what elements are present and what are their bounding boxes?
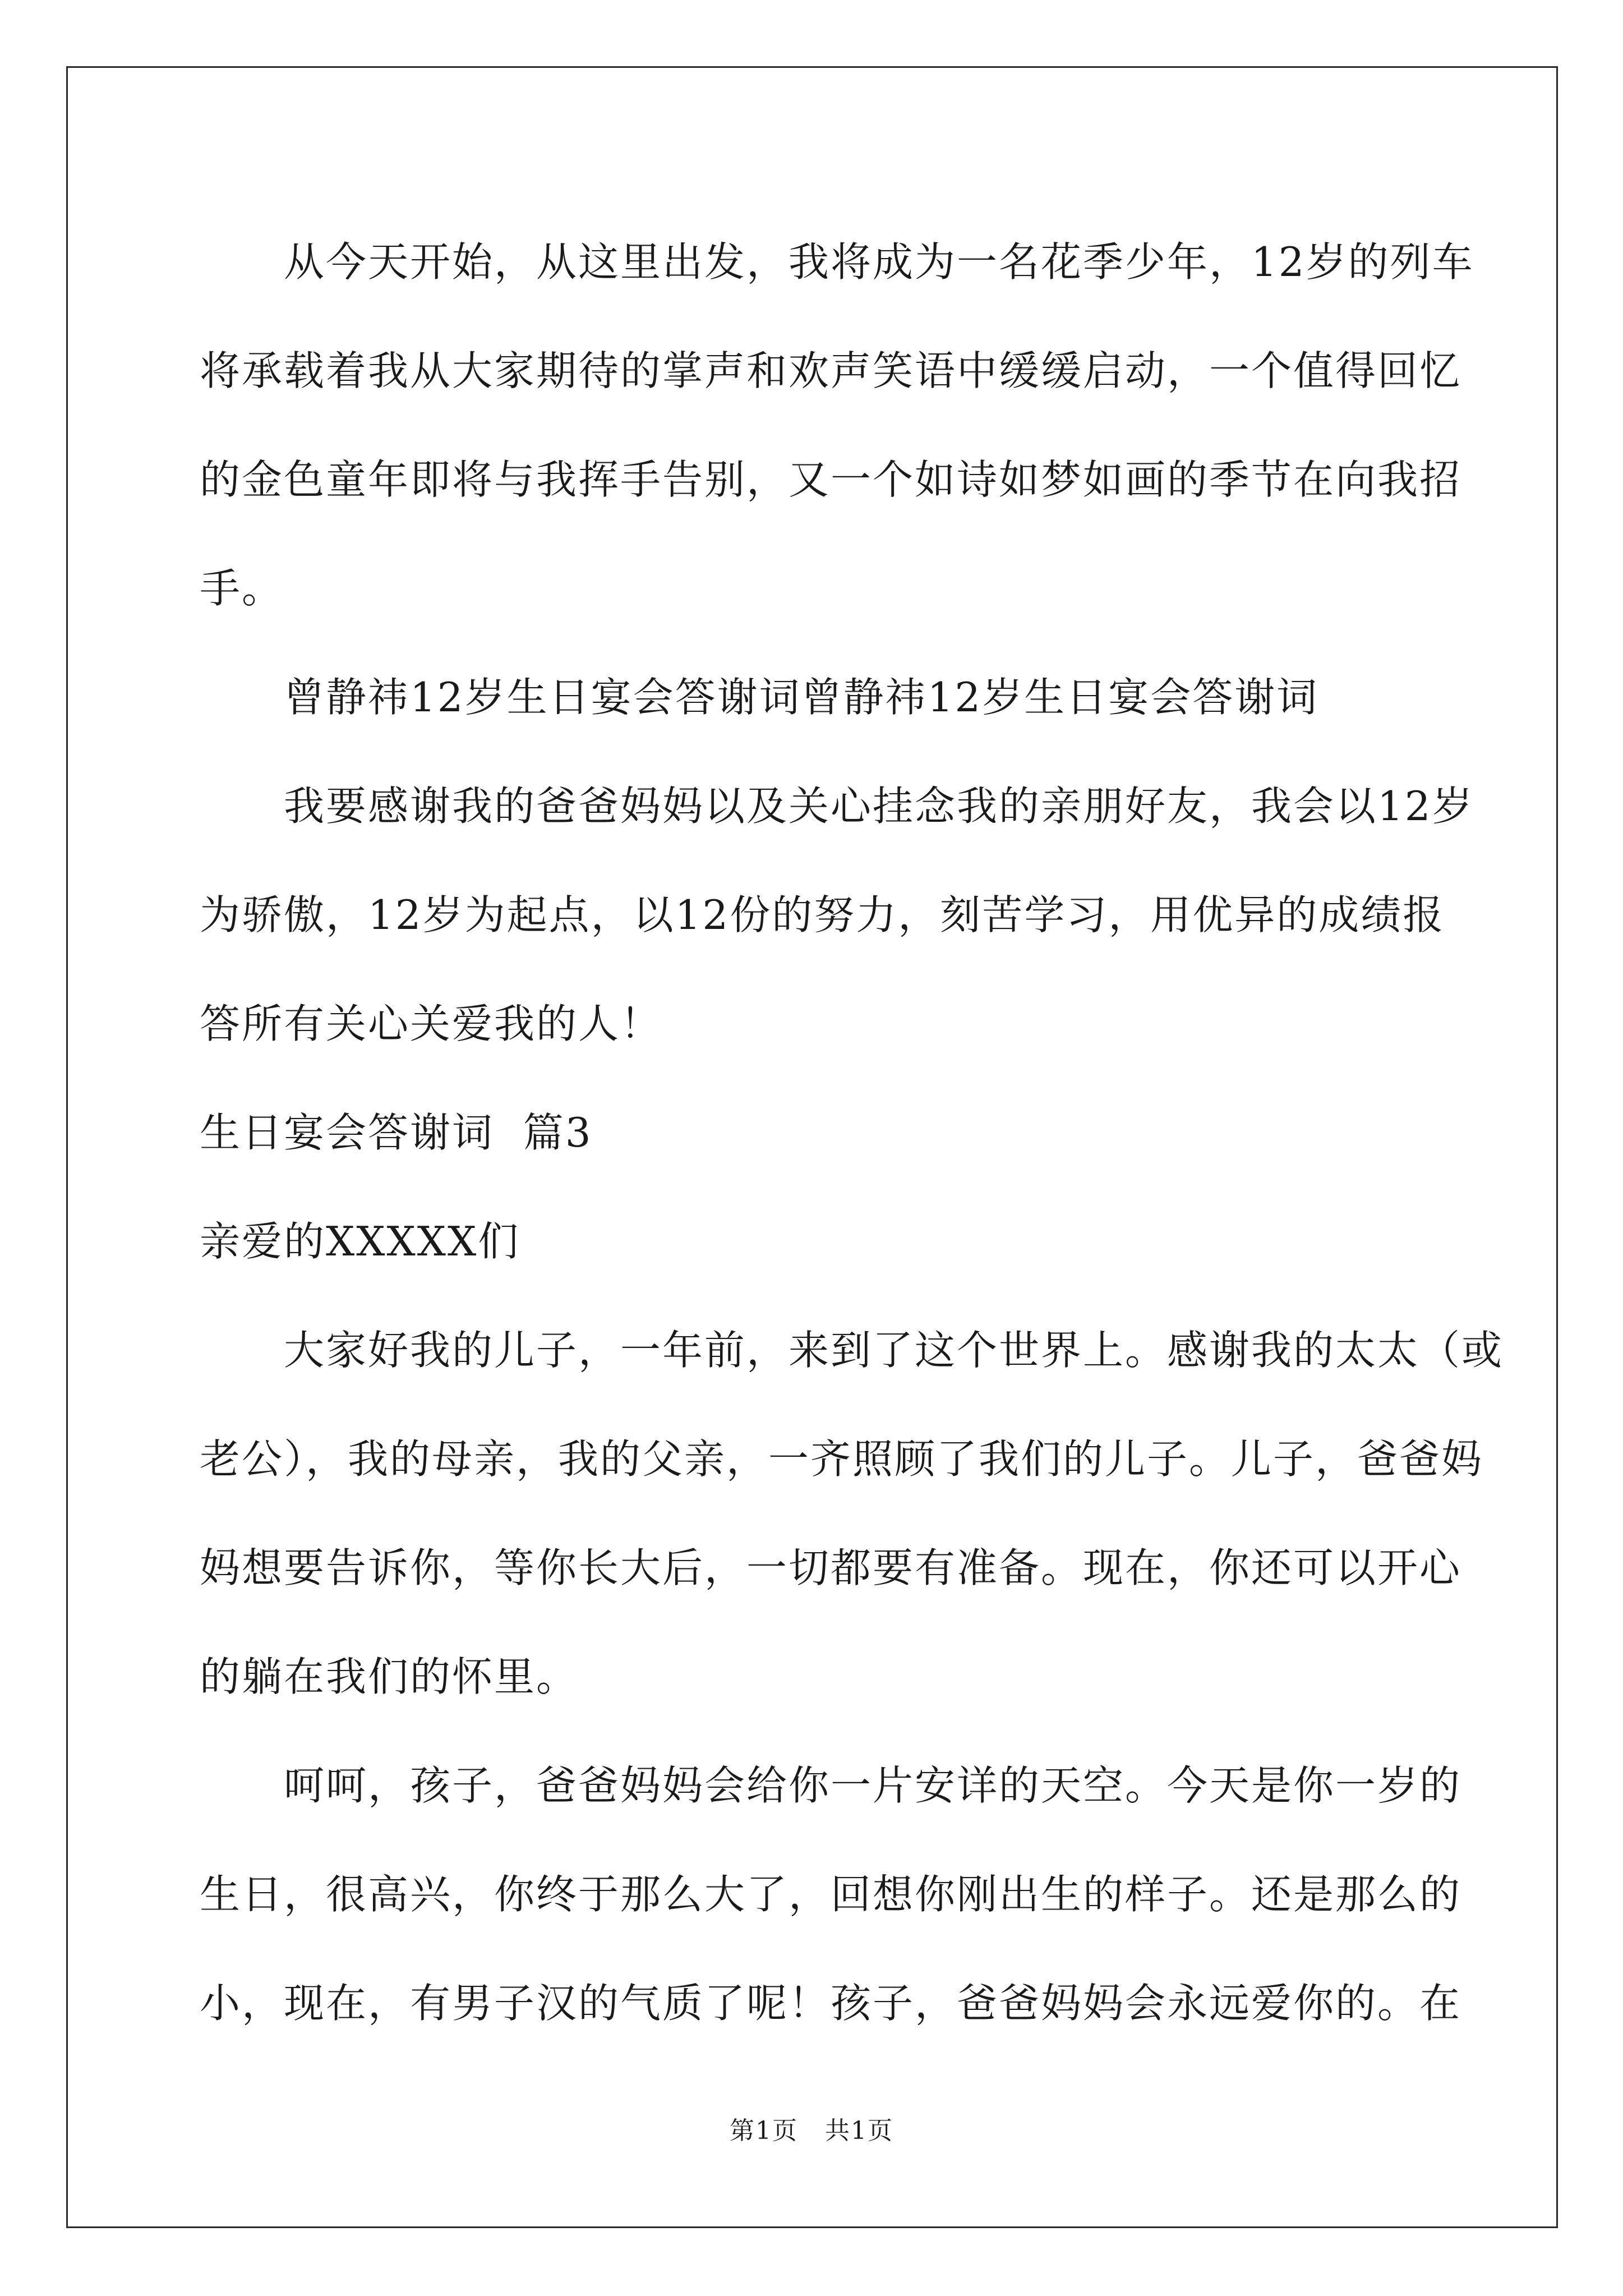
paragraph-line: 我要感谢我的爸爸妈妈以及关心挂念我的亲朋好友，我会以12岁: [284, 783, 1474, 830]
paragraph-line: 手。: [200, 565, 284, 612]
paragraph-line: 生日，很高兴，你终于那么大了，回想你刚出生的样子。还是那么的: [200, 1871, 1462, 1918]
paragraph-line: 将承载着我从大家期待的掌声和欢声笑语中缓缓启动，一个值得回忆: [200, 347, 1462, 394]
paragraph-line: 曾静祎12岁生日宴会答谢词曾静祎12岁生日宴会答谢词: [284, 674, 1319, 721]
paragraph-line: 的躺在我们的怀里。: [200, 1653, 579, 1700]
section-heading: 生日宴会答谢词 篇3: [200, 1109, 593, 1156]
document-body: [200, 208, 1504, 2058]
paragraph-line: 答所有关心关爱我的人！: [200, 1000, 663, 1047]
paragraph-line: 妈想要告诉你，等你长大后，一切都要有准备。现在，你还可以开心: [200, 1544, 1462, 1591]
paragraph-line: 为骄傲，12岁为起点，以12份的努力，刻苦学习，用优异的成绩报: [200, 891, 1445, 938]
paragraph-line: 从今天开始，从这里出发，我将成为一名花季少年，12岁的列车: [284, 238, 1474, 286]
page-number: 第1页 共1页: [730, 2116, 893, 2145]
paragraph-line: 大家好我的儿子，一年前，来到了这个世界上。感谢我的太太（或: [284, 1327, 1504, 1374]
paragraph-line: 老公），我的母亲，我的父亲，一齐照顾了我们的儿子。儿子，爸爸妈: [200, 1435, 1484, 1483]
paragraph-line: 小，现在，有男子汉的气质了呢！孩子，爸爸妈妈会永远爱你的。在: [200, 1980, 1462, 2027]
salutation: 亲爱的XXXXX们: [200, 1218, 520, 1265]
paragraph-line: 呵呵，孩子，爸爸妈妈会给你一片安详的天空。今天是你一岁的: [284, 1762, 1462, 1809]
paragraph-line: 的金色童年即将与我挥手告别，又一个如诗如梦如画的季节在向我招: [200, 456, 1462, 503]
